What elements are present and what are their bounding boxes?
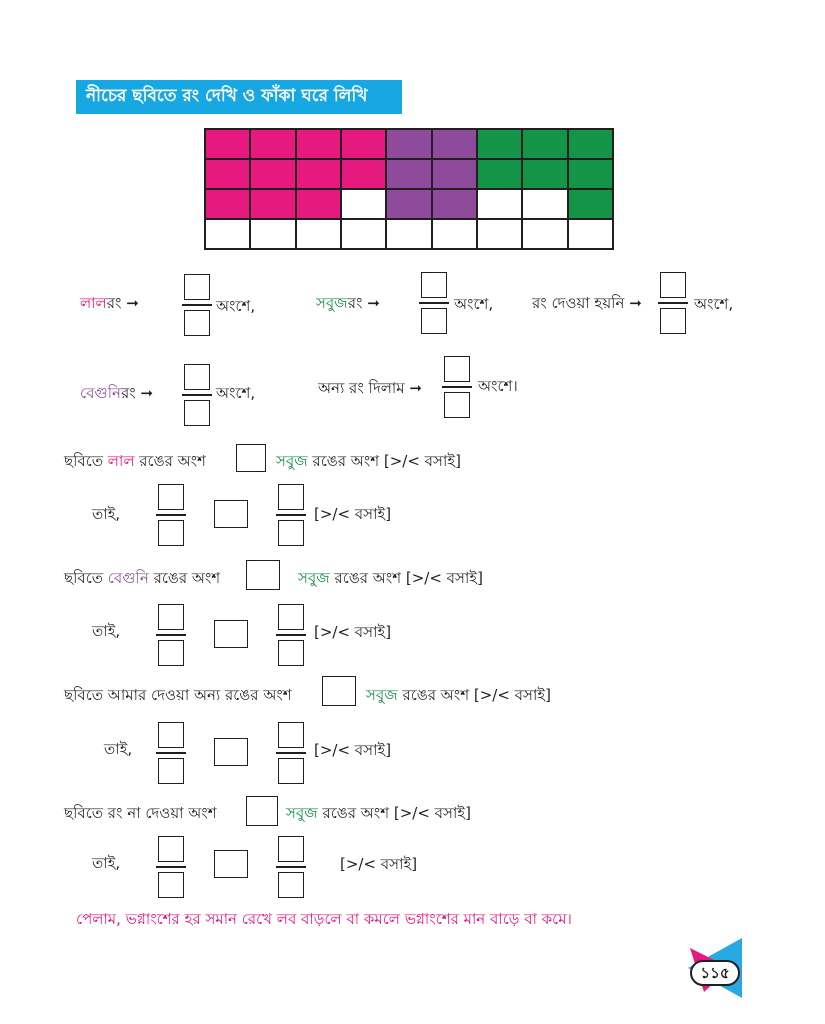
tai-2-hint: [>/< বসাই] <box>314 623 392 641</box>
other-color-ongshe-text: অংশে। <box>478 377 518 395</box>
grid-cell <box>432 189 477 219</box>
grid-cell <box>250 129 295 159</box>
comparison-3-suffix: সবুজ রঙের অংশ [>/< বসাই] <box>366 686 551 704</box>
purple-fraction-boxes[interactable] <box>184 364 210 426</box>
grid-cell <box>477 129 522 159</box>
tai-1-sign-box[interactable] <box>214 500 248 528</box>
grid-cell <box>522 189 567 219</box>
red-label: লালরং ➞ <box>80 294 139 312</box>
grid-cell <box>522 159 567 189</box>
grid-cell <box>341 189 386 219</box>
grid-cell <box>250 219 295 249</box>
green-ongshe-text: অংশে, <box>454 295 494 313</box>
color-grid <box>204 128 614 250</box>
grid-cell <box>568 219 613 249</box>
grid-cell <box>296 159 341 189</box>
red-ongshe-text: অংশে, <box>216 297 256 315</box>
tai-2: তাই, <box>92 622 121 640</box>
grid-cell <box>568 129 613 159</box>
purple-ongshe-text: অংশে, <box>216 384 256 402</box>
tai-3-hint: [>/< বসাই] <box>314 741 392 759</box>
comparison-2-suffix: সবুজ রঙের অংশ [>/< বসাই] <box>298 569 483 587</box>
grid-cell <box>205 219 250 249</box>
comparison-3-sign-box[interactable] <box>322 676 356 706</box>
grid-cell <box>477 219 522 249</box>
comparison-1-prefix: ছবিতে লাল রঙের অংশ <box>64 452 206 470</box>
grid-cell <box>205 129 250 159</box>
uncolored-fraction-boxes[interactable] <box>660 272 686 334</box>
grid-cell <box>205 189 250 219</box>
tai-3-left-fraction[interactable] <box>158 722 184 784</box>
tai-4-right-fraction[interactable] <box>278 836 304 898</box>
tai-1: তাই, <box>92 505 121 523</box>
grid-cell <box>250 189 295 219</box>
other-color-label: অন্য রং দিলাম ➞ <box>318 379 422 397</box>
comparison-1-sign-box[interactable] <box>236 444 266 472</box>
grid-cell <box>568 159 613 189</box>
grid-cell <box>341 129 386 159</box>
green-fraction-boxes[interactable] <box>421 272 447 334</box>
comparison-4-sign-box[interactable] <box>246 796 278 826</box>
red-fraction-boxes[interactable] <box>184 274 210 336</box>
grid-cell <box>432 219 477 249</box>
grid-cell <box>250 159 295 189</box>
grid-cell <box>477 189 522 219</box>
grid-cell <box>386 219 431 249</box>
comparison-1-suffix: সবুজ রঙের অংশ [>/< বসাই] <box>276 452 461 470</box>
grid-cell <box>296 129 341 159</box>
tai-4-left-fraction[interactable] <box>158 836 184 898</box>
tai-4-hint: [>/< বসাই] <box>340 855 418 873</box>
grid-cell <box>386 129 431 159</box>
grid-cell <box>341 219 386 249</box>
grid-cell <box>522 129 567 159</box>
tai-2-sign-box[interactable] <box>214 620 248 648</box>
tai-1-left-fraction[interactable] <box>158 484 184 546</box>
tai-4: তাই, <box>92 854 121 872</box>
uncolored-label: রং দেওয়া হয়নি ➞ <box>532 294 642 312</box>
tai-2-right-fraction[interactable] <box>278 604 304 666</box>
grid-cell <box>386 159 431 189</box>
conclusion-text: পেলাম, ভগ্নাংশের হর সমান রেখে লব বাড়লে বা কমলে ভগ্নাংশের মান বাড়ে বা কমে। <box>76 910 572 928</box>
comparison-2-sign-box[interactable] <box>246 560 280 590</box>
grid-cell <box>432 129 477 159</box>
tai-3-sign-box[interactable] <box>214 738 248 766</box>
tai-1-right-fraction[interactable] <box>278 484 304 546</box>
tai-2-left-fraction[interactable] <box>158 604 184 666</box>
purple-label: বেগুনিরং ➞ <box>80 384 154 402</box>
section-heading: নীচের ছবিতে রং দেখি ও ফাঁকা ঘরে লিখি <box>76 80 402 114</box>
tai-4-sign-box[interactable] <box>214 850 248 878</box>
comparison-4-suffix: সবুজ রঙের অংশ [>/< বসাই] <box>286 804 471 822</box>
grid-cell <box>296 219 341 249</box>
page-number: ১১৫ <box>690 960 740 986</box>
grid-cell <box>296 189 341 219</box>
grid-cell <box>341 159 386 189</box>
other-color-fraction-boxes[interactable] <box>444 356 470 418</box>
grid-cell <box>432 159 477 189</box>
grid-cell <box>205 159 250 189</box>
grid-cell <box>568 189 613 219</box>
grid-cell <box>522 219 567 249</box>
grid-cell <box>386 189 431 219</box>
uncolored-ongshe-text: অংশে, <box>694 295 734 313</box>
tai-3-right-fraction[interactable] <box>278 722 304 784</box>
tai-3: তাই, <box>104 740 133 758</box>
green-label: সবুজরং ➞ <box>316 294 380 312</box>
comparison-3-prefix: ছবিতে আমার দেওয়া অন্য রঙের অংশ <box>64 686 292 704</box>
tai-1-hint: [>/< বসাই] <box>314 505 392 523</box>
comparison-2-prefix: ছবিতে বেগুনি রঙের অংশ <box>64 569 221 587</box>
grid-cell <box>477 159 522 189</box>
comparison-4-prefix: ছবিতে রং না দেওয়া অংশ <box>64 804 217 822</box>
